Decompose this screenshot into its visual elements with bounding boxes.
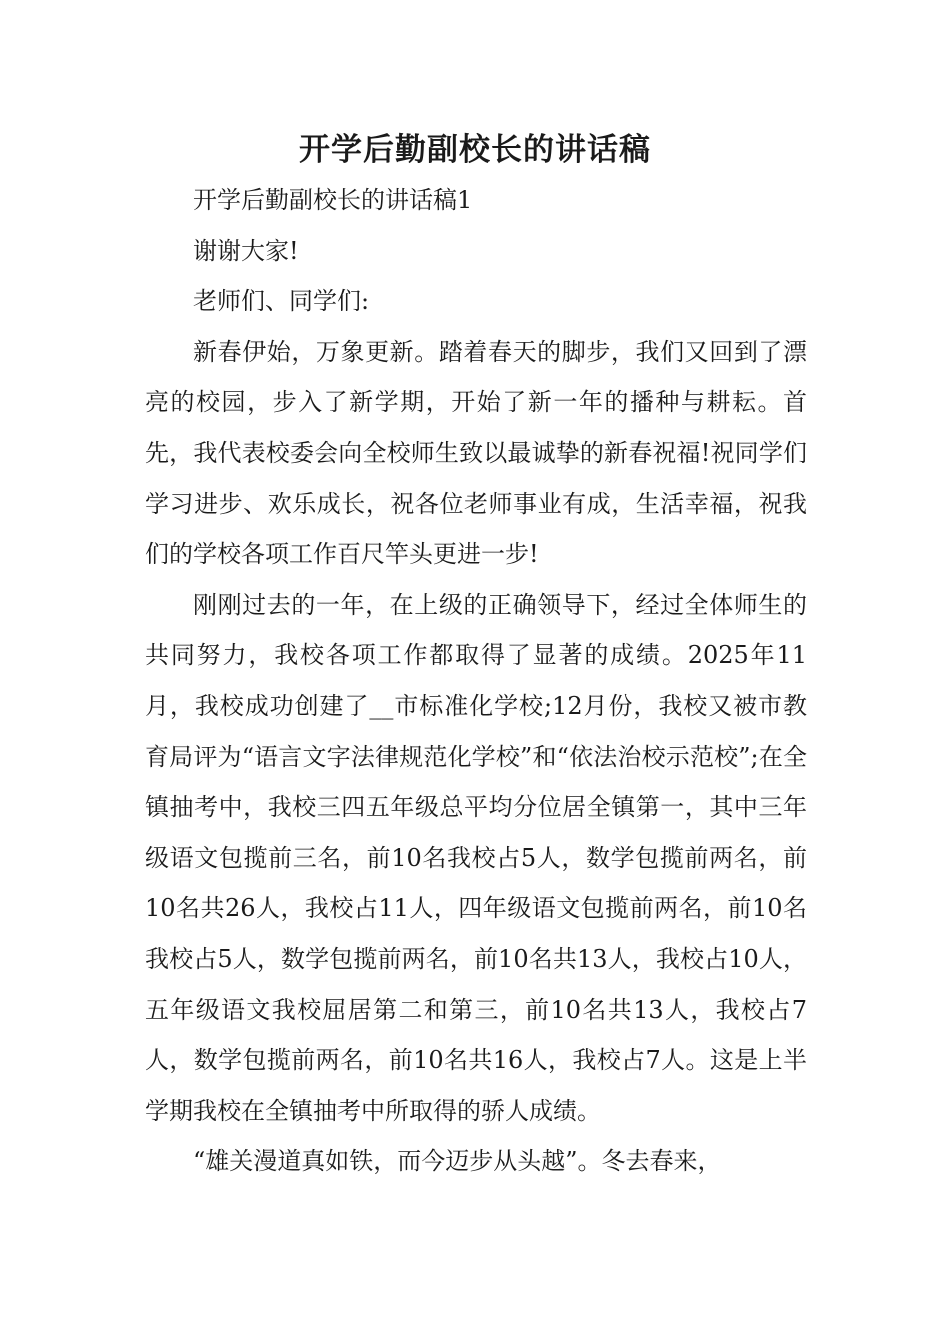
paragraph-opening: 新春伊始，万象更新。踏着春天的脚步，我们又回到了漂亮的校园，步入了新学期，开始了新一年的播种与耕耘。首先，我代表校委会向全校师生致以最诚挚的新春祝福!祝同学们学习进步、欢乐成长，祝各位老师事业有成，生活幸福，祝我们的学校各项工作百尺竿头更进一步! (145, 337, 807, 569)
paragraph-achievements: 刚刚过去的一年，在上级的正确领导下，经过全体师生的共同努力，我校各项工作都取得了显著的成绩。2025年11月，我校成功创建了__市标准化学校;12月份，我校又被市教育局评为“语言文字法律规范化学校”和“依法治校示范校”;在全镇抽考中，我校三四五年级总平均分位居全镇第一，其中三年级语文包揽前三名，前10名我校占5人，数学包揽前两名，前10名共26人，我校占11人，四年级语文包揽前两名，前10名我校占5人，数学包揽前两名，前10名共13人，我校占10人，五年级语文我校屈居第二和第三，前10名共13人，我校占7人，数学包揽前两名，前10名共16人，我校占7人。这是上半学期我校在全镇抽考中所取得的骄人成绩。 (145, 590, 807, 1125)
paragraph-subtitle: 开学后勤副校长的讲话稿1 (193, 186, 473, 214)
paragraph-greeting: 老师们、同学们: (193, 287, 370, 316)
paragraph-quote: “雄关漫道真如铁，而今迈步从头越”。冬去春来， (193, 1147, 722, 1176)
document-title: 开学后勤副校长的讲话稿 (299, 132, 651, 168)
document-body (145, 175, 807, 1187)
paragraph-thanks: 谢谢大家! (193, 236, 299, 265)
